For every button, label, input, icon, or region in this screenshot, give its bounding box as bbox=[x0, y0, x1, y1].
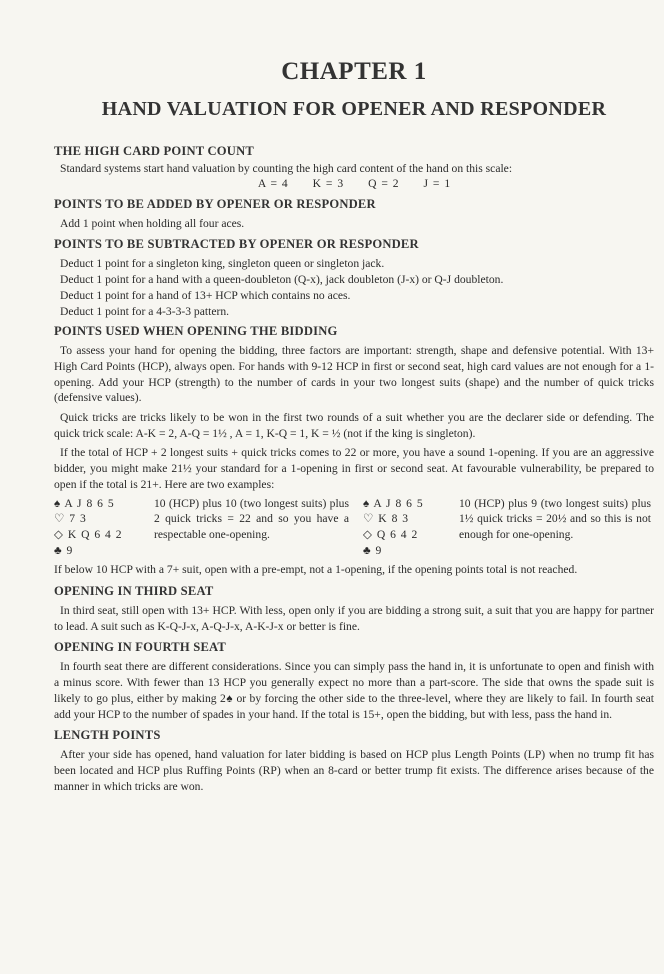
section-fourth-seat bbox=[54, 640, 654, 722]
section-heading: OPENING IN FOURTH SEAT bbox=[54, 640, 227, 655]
section-heading: OPENING IN THIRD SEAT bbox=[54, 584, 214, 599]
deduction-line: Deduct 1 point for a hand of 13+ HCP which contains no aces. bbox=[60, 288, 351, 302]
deduction-line: Deduct 1 point for a 4-3-3-3 pattern. bbox=[60, 304, 230, 318]
paragraph: Add 1 point when holding all four aces. bbox=[60, 216, 245, 230]
section-points-subtracted bbox=[54, 237, 654, 319]
examples bbox=[54, 496, 654, 559]
paragraph: In third seat, still open with 13+ HCP. With less, open only if you are bidding a strong suit, a suit that you are happy for partner to lead. A suit such as K-Q-J-x, A-Q-J-x, A-K-J-x or better is fine. bbox=[54, 604, 654, 633]
section-heading: POINTS USED WHEN OPENING THE BIDDING bbox=[54, 324, 338, 339]
hand-hearts: ♡ 7 3 bbox=[54, 512, 87, 526]
point-scale bbox=[54, 177, 654, 191]
hand-clubs: ♣ 9 bbox=[363, 543, 383, 557]
hand-spades: ♠ A J 8 6 5 bbox=[363, 496, 424, 510]
section-length-points bbox=[54, 728, 654, 794]
paragraph: Standard systems start hand valuation by counting the high card content of the hand on this scale: bbox=[60, 162, 513, 175]
section-points-added bbox=[54, 197, 654, 232]
paragraph: In fourth seat there are different considerations. Since you can simply pass the hand in, it is unfortunate to open and finish with a minus score. With fewer than 13 HCP you generally expect no more than a part-score. The side that owns the spade suit is likely to go plus, either by making 2♠ or by forcing the other side to the three-level, where they are likely to fail. In fourth seat add your HCP to the number of spades in your hand. If the total is 15+, open the bidding, but with less, pass the hand in. bbox=[54, 660, 654, 721]
example-1-explanation: 10 (HCP) plus 10 (two longest suits) plus 2 quick tricks = 22 and so you have a respectable one-opening. bbox=[154, 496, 349, 541]
hand-diamonds: ◇ Q 6 4 2 bbox=[363, 527, 419, 541]
scale-ace: A = 4 bbox=[257, 176, 288, 190]
chapter-number: CHAPTER 1 bbox=[281, 58, 427, 85]
paragraph: After your side has opened, hand valuation for later bidding is based on HCP plus Length Points (LP) when no trump fit has been located and HCP plus Ruffing Points (RP) when an 8-card or better trump fit exists. The difference arises because of the manner in which tricks are won. bbox=[54, 748, 654, 793]
paragraph: If the total of HCP + 2 longest suits + quick tricks comes to 22 or more, you have a sound 1-opening. If you are an aggressive bidder, you might make 21½ your standard for a 1-opening in first or second seat. At favourable vulnerability, be prepared to open if the total is 21+. Here are two examples: bbox=[54, 446, 654, 491]
chapter-title: HAND VALUATION FOR OPENER AND RESPONDER bbox=[101, 98, 607, 120]
scale-queen: Q = 2 bbox=[368, 176, 399, 190]
hand-clubs: ♣ 9 bbox=[54, 543, 74, 557]
paragraph: Quick tricks are tricks likely to be won in the first two rounds of a suit whether you are the declarer side or defending. The quick trick scale: A-K = 2, A-Q = 1½ , A = 1, K-Q = 1, K = ½ (not if the king is singleton). bbox=[54, 411, 654, 440]
section-heading: LENGTH POINTS bbox=[54, 728, 161, 743]
section-opening-points bbox=[54, 324, 654, 578]
scale-jack: J = 1 bbox=[423, 176, 451, 190]
deduction-line: Deduct 1 point for a singleton king, singleton queen or singleton jack. bbox=[60, 257, 385, 271]
paragraph: To assess your hand for opening the bidding, three factors are important: strength, shape and defensive potential. With 13+ High Card Points (HCP), always open. For hands with 9-12 HCP in first or second seat, high card values are not enough for a 1-opening. Add your HCP (strength) to the number of cards in your two longest suits (shape) and the number of quick tricks (defensive values). bbox=[54, 344, 654, 405]
example-2-explanation: 10 (HCP) plus 9 (two longest suits) plus 1½ quick tricks = 20½ and so this is not enough for one-opening. bbox=[459, 496, 651, 541]
example-hand-1 bbox=[54, 496, 154, 559]
section-heading: POINTS TO BE SUBTRACTED BY OPENER OR RESPONDER bbox=[54, 237, 419, 252]
example-hand-2 bbox=[363, 496, 459, 559]
scale-king: K = 3 bbox=[312, 176, 344, 190]
section-high-card-points bbox=[54, 144, 654, 191]
deduction-line: Deduct 1 point for a hand with a queen-doubleton (Q-x), jack doubleton (J-x) or Q-J doubleton. bbox=[60, 273, 504, 287]
hand-diamonds: ◇ K Q 6 4 2 bbox=[54, 527, 123, 541]
hand-hearts: ♡ K 8 3 bbox=[363, 512, 410, 526]
section-heading: THE HIGH CARD POINT COUNT bbox=[54, 144, 254, 158]
paragraph: If below 10 HCP with a 7+ suit, open with a pre-empt, not a 1-opening, if the opening points total is not reached. bbox=[54, 563, 578, 577]
section-heading: POINTS TO BE ADDED BY OPENER OR RESPONDER bbox=[54, 196, 376, 211]
hand-spades: ♠ A J 8 6 5 bbox=[54, 496, 115, 510]
section-third-seat bbox=[54, 584, 654, 634]
